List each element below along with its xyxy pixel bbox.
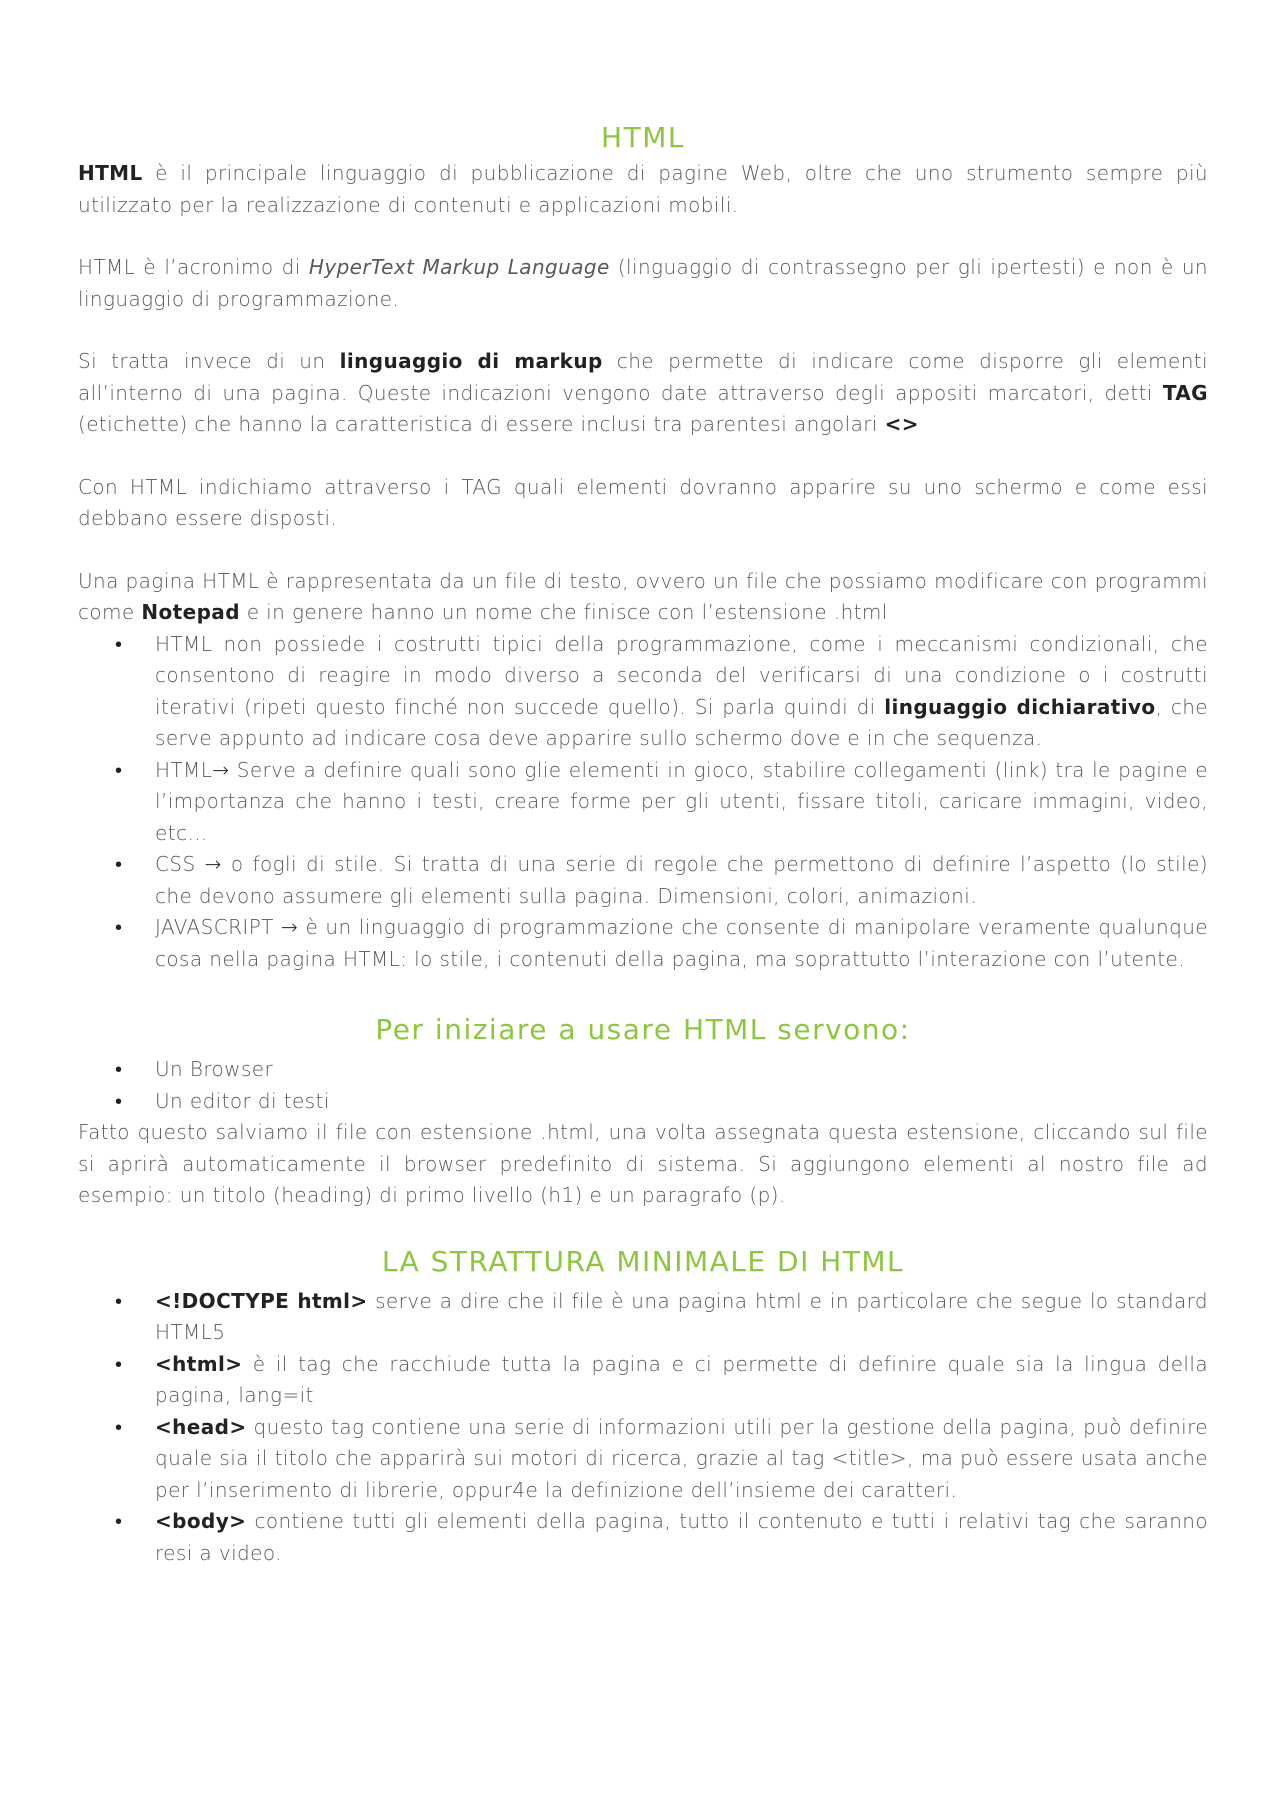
intro-paragraph-4: Con HTML indichiamo attraverso i TAG quali elementi dovranno apparire su uno schermo e come essi debbano essere disposti. [78, 474, 1208, 530]
list-item: • HTML→ Serve a definire quali sono glie elementi in gioco, stabilire collegamenti (link) tra le pagine e l’importanza che hanno i testi, creare forme per gli utenti, fissare titoli, caricare immagini, video, etc… [78, 755, 1208, 850]
features-list [78, 629, 1208, 976]
list-item: • <head> questo tag contiene una serie di informazioni utili per la gestione della pagina, può definire quale sia il titolo che apparirà sui motori di ricerca, grazie al tag <title>, ma può essere usata anche per l’inserimento di librerie, oppur4e la definizione dell’insieme dei caratteri. [78, 1412, 1208, 1507]
list-item: • <html> è il tag che racchiude tutta la pagina e ci permette di definire quale sia la lingua della pagina, lang=it [78, 1349, 1208, 1412]
list-item: • Un Browser [78, 1054, 1208, 1086]
arrow-right-icon: → [281, 915, 299, 939]
requirements-paragraph: Fatto questo salviamo il file con estensione .html, una volta assegnata questa estensione, cliccando sul file si aprirà automaticamente il browser predefinito di sistema. Si aggiungono elementi al nostro file ad esempio: un titolo (heading) di primo livello (h1) e un paragrafo (p). [78, 1120, 1208, 1207]
intro-paragraph-5: Una pagina HTML è rappresentata da un file di testo, ovvero un file che possiamo modificare con programmi come Notepad e in genere hanno un nome che finisce con l’estensione .html [78, 568, 1208, 624]
structure-list [78, 1286, 1208, 1570]
page-title: HTML [601, 121, 685, 154]
intro-paragraph-2: HTML è l’acronimo di HyperText Markup Language (linguaggio di contrassegno per gli ipertesti) e non è un linguaggio di programmazione. [78, 255, 1208, 311]
list-item: • <!DOCTYPE html> serve a dire che il file è una pagina html e in particolare che segue lo standard HTML5 [78, 1286, 1208, 1349]
intro-paragraph-1: HTML è il principale linguaggio di pubblicazione di pagine Web, oltre che uno strumento sempre più utilizzato per la realizzazione di contenuti e applicazioni mobili. [78, 161, 1208, 217]
arrow-right-icon: → [204, 852, 222, 876]
intro-paragraph-3: Si tratta invece di un linguaggio di markup che permette di indicare come disporre gli elementi all’interno di una pagina. Queste indicazioni vengono date attraverso degli appositi marcatori, detti TAG (etichette) che hanno la caratteristica di essere inclusi tra parentesi angolari <> [78, 349, 1208, 436]
section-heading-structure: LA STRATTURA MINIMALE DI HTML [381, 1244, 905, 1278]
list-item: • Un editor di testi [78, 1086, 1208, 1118]
list-item: • JAVASCRIPT → è un linguaggio di programmazione che consente di manipolare veramente qualunque cosa nella pagina HTML: lo stile, i contenuti della pagina, ma soprattutto l’interazione con l’utente. [78, 912, 1208, 975]
list-item: • CSS → o fogli di stile. Si tratta di una serie di regole che permettono di definire l’aspetto (lo stile) che devono assumere gli elementi sulla pagina. Dimensioni, colori, animazioni. [78, 849, 1208, 912]
list-item: • HTML non possiede i costrutti tipici della programmazione, come i meccanismi condizionali, che consentono di reagire in modo diverso a seconda del verificarsi di una condizione o i costrutti iterativi (ripeti questo finché non succede quello). Si parla quindi di linguaggio dichiarativo, che serve appunto ad indicare cosa deve apparire sullo schermo dove e in che sequenza. [78, 629, 1208, 755]
arrow-right-icon: → [212, 757, 230, 782]
requirements-list [78, 1054, 1208, 1117]
acronym-expansion: HyperText Markup Language [308, 255, 610, 279]
section-heading-requirements: Per iniziare a usare HTML servono: [375, 1013, 911, 1046]
html-term: HTML [78, 161, 143, 185]
document-page [78, 118, 1208, 1569]
list-item: • <body> contiene tutti gli elementi della pagina, tutto il contenuto e tutti i relativi tag che saranno resi a video. [78, 1506, 1208, 1569]
